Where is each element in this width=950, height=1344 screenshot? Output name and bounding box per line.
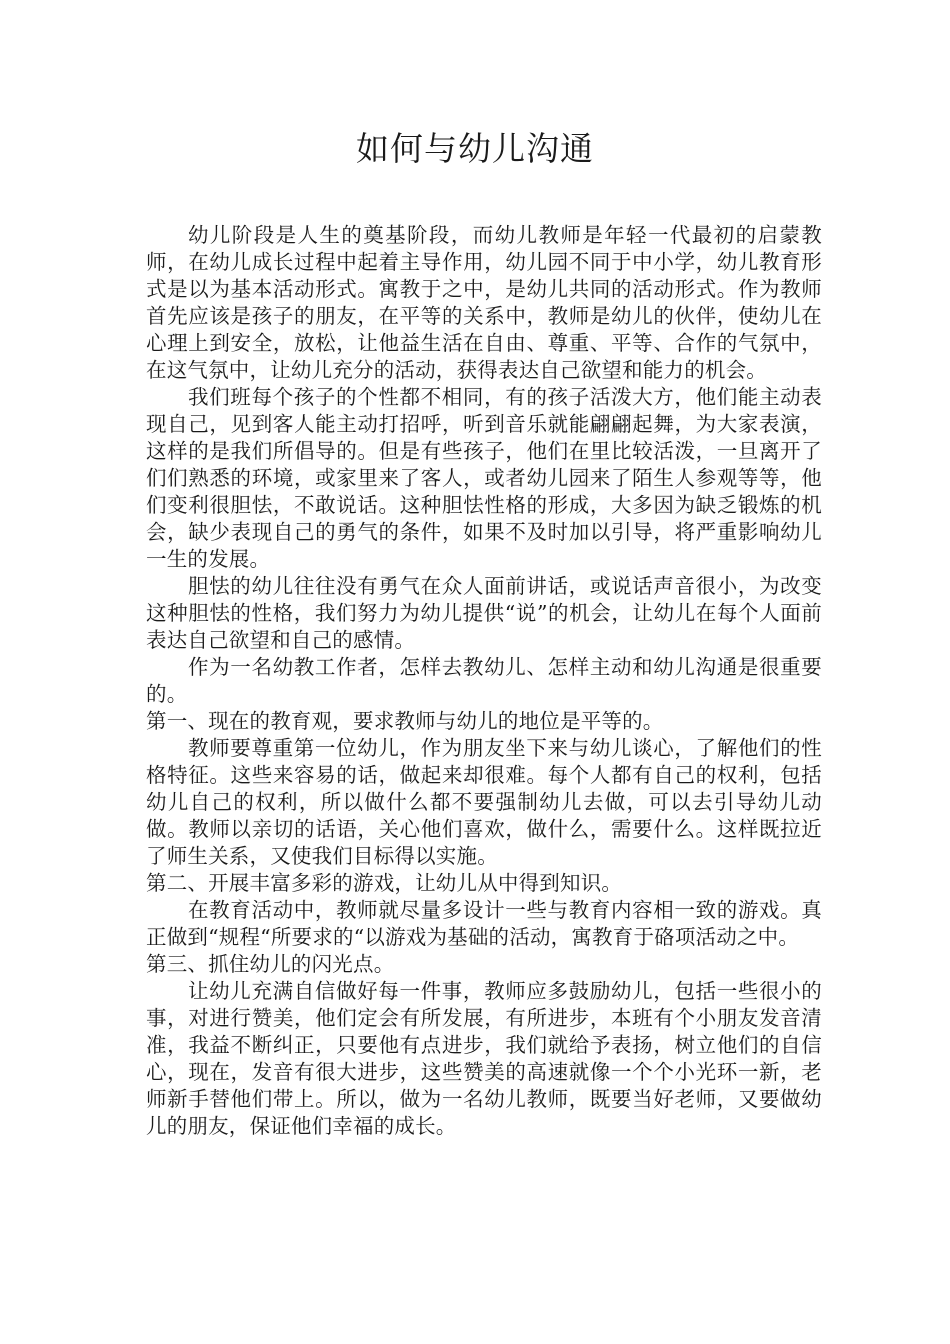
paragraph-importance: 作为一名幼教工作者，怎样去教幼儿、怎样主动和幼儿沟通是很重要的。 xyxy=(146,655,822,706)
section-heading-second: 第二、开展丰富多彩的游戏，让幼儿从中得到知识。 xyxy=(146,871,623,895)
paragraph-timid-children: 胆怯的幼儿往往没有勇气在众人面前讲话，或说话声音很小，为改变这种胆怯的性格，我们努力为幼儿提供“说”的机会，让幼儿在每个人面前表达自己欲望和自己的感情。 xyxy=(146,574,822,652)
section-heading-third: 第三、抓住幼儿的闪光点。 xyxy=(146,952,395,976)
section-heading-first: 第一、现在的教育观，要求教师与幼儿的地位是平等的。 xyxy=(146,709,664,733)
paragraph-respect: 教师要尊重第一位幼儿，作为朋友坐下来与幼儿谈心，了解他们的性格特征。这些来容易的话，做起来却很难。每个人都有自己的权利，包括幼儿自己的权利，所以做什么都不要强制幼儿去做，可以去引导幼儿动做。教师以亲切的话语，关心他们喜欢，做什么，需要什么。这样既拉近了师生关系，又使我们目标得以实施。 xyxy=(146,736,822,868)
paragraph-intro: 幼儿阶段是人生的奠基阶段，而幼儿教师是年轻一代最初的启蒙教师，在幼儿成长过程中起着主导作用，幼儿园不同于中小学，幼儿教育形式是以为基本活动形式。寓教于之中，是幼儿共同的活动形式。作为教师首先应该是孩子的朋友，在平等的关系中，教师是幼儿的伙伴，使幼儿在心理上到安全，放松，让他益生活在自由、尊重、平等、合作的气氛中，在这气氛中，让幼儿充分的活动，获得表达自己欲望和能力的机会。 xyxy=(146,223,822,382)
paragraph-encourage: 让幼儿充满自信做好每一件事，教师应多鼓励幼儿，包括一些很小的事，对进行赞美，他们定会有所发展，有所进步，本班有个小朋友发音清准，我益不断纠正，只要他有点进步，我们就给予表扬，树立他们的自信心，现在，发音有很大进步，这些赞美的高速就像一个个小光环一新，老师新手替他们带上。所以，做为一名幼儿教师，既要当好老师，又要做幼儿的朋友，保证他们幸福的成长。 xyxy=(146,979,822,1138)
paragraph-personality: 我们班每个孩子的个性都不相同，有的孩子活泼大方，他们能主动表现自己，见到客人能主动打招呼，听到音乐就能翩翩起舞，为大家表演，这样的是我们所倡导的。但是有些孩子，他们在里比较活泼，一旦离开了们们熟悉的环境，或家里来了客人，或者幼儿园来了陌生人参观等等，他们变利很胆怯，不敢说话。这种胆怯性格的形成，大多因为缺乏锻炼的机会，缺少表现自己的勇气的条件，如果不及时加以引导，将严重影响幼儿一生的发展。 xyxy=(146,385,822,571)
document-body xyxy=(146,222,822,1140)
paragraph-games: 在教育活动中，教师就尽量多设计一些与教育内容相一致的游戏。真正做到“规程“所要求的“以游戏为基础的活动，寓教育于硌项活动之中。 xyxy=(146,898,822,949)
document-title: 如何与幼儿沟通 xyxy=(356,129,594,168)
